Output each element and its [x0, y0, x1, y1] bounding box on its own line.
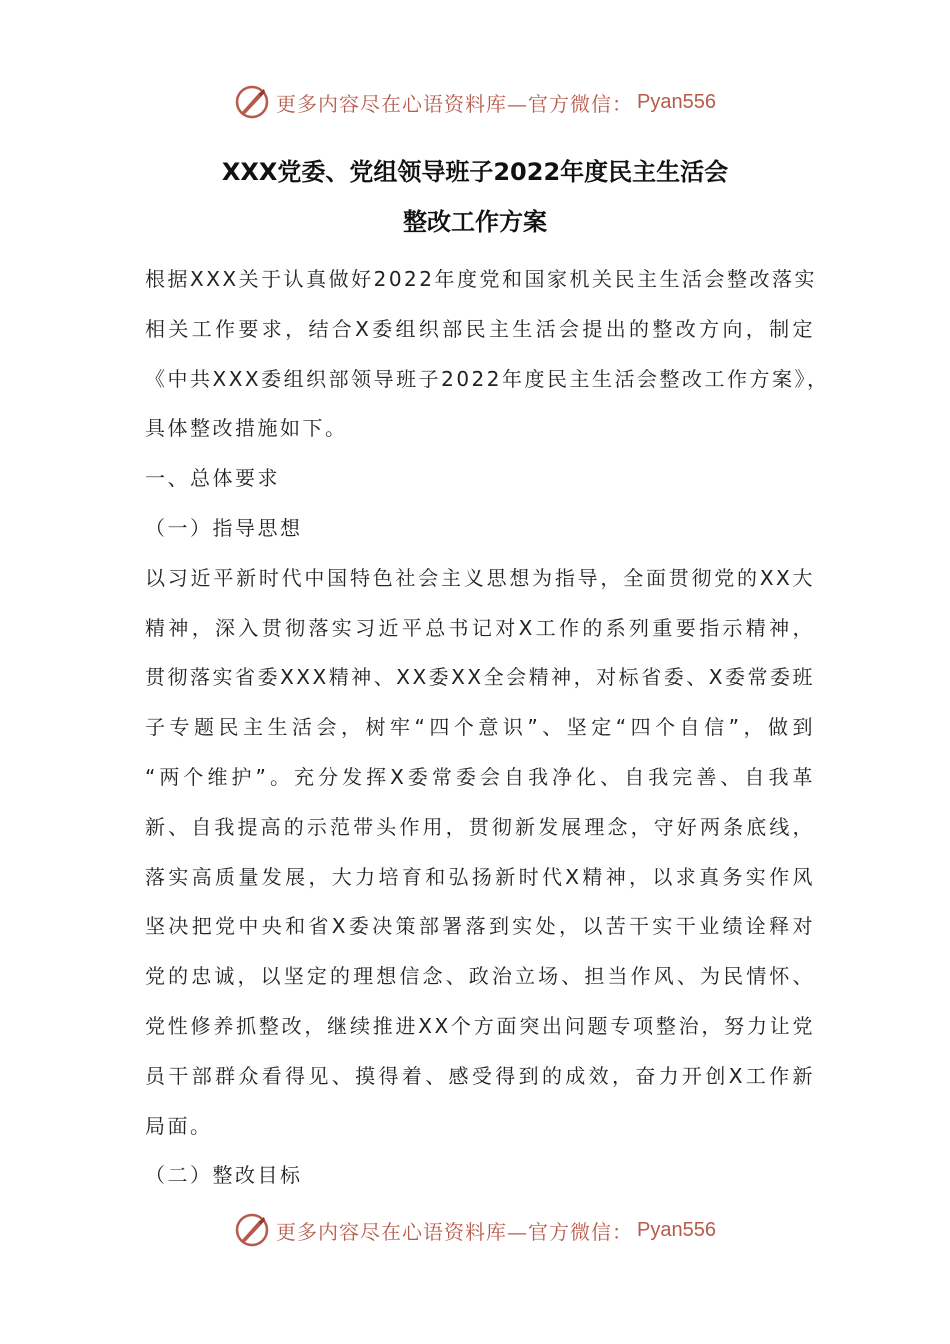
body-line: 落实高质量发展，大力培育和弘扬新时代X精神，以求真务实作风 [145, 864, 815, 889]
body-line: 根据XXX关于认真做好2022年度党和国家机关民主生活会整改落实 [145, 267, 818, 291]
header-banner [0, 80, 950, 124]
body-line: 局面。 [145, 1113, 213, 1138]
quill-logo-icon [234, 84, 270, 120]
document-title-line-2: 整改工作方案 [403, 208, 547, 236]
section-heading: 一、总体要求 [145, 466, 280, 491]
body-line: 相关工作要求，结合X委组织部民主生活会提出的整改方向，制定 [145, 316, 815, 341]
body-line: 新、自我提高的示范带头作用，贯彻新发展理念，守好两条底线， [145, 814, 815, 839]
banner-handle: Pyan556 [637, 90, 716, 113]
body-line: 贯彻落实省委XXX精神、XX委XX全会精神，对标省委、X委常委班 [145, 665, 815, 690]
body-line: 坚决把党中央和省X委决策部署落到实处，以苦干实干业绩诠释对 [145, 914, 815, 939]
banner-handle: Pyan556 [637, 1218, 716, 1241]
body-line: 《中共XXX委组织部领导班子2022年度民主生活会整改工作方案》， [145, 366, 830, 391]
quill-logo-icon [234, 1212, 270, 1248]
body-line: 精神，深入贯彻落实习近平总书记对X工作的系列重要指示精神， [145, 615, 815, 640]
banner-text: 更多内容尽在心语资料库—官方微信： [276, 91, 634, 116]
body-line: 党性修养抓整改，继续推进XX个方面突出问题专项整治，努力让党 [145, 1013, 815, 1038]
body-line: 党的忠诚，以坚定的理想信念、政治立场、担当作风、为民情怀、 [145, 964, 815, 989]
body-line: “两个维护”。充分发挥X委常委会自我净化、自我完善、自我革 [145, 764, 815, 789]
document-title-line-1: XXX党委、党组领导班子2022年度民主生活会 [221, 158, 729, 186]
document-body [145, 255, 830, 1201]
banner-text: 更多内容尽在心语资料库—官方微信： [276, 1219, 634, 1244]
footer-banner [0, 1208, 950, 1252]
subsection-heading: （二）整改目标 [145, 1163, 303, 1188]
subsection-heading: （一）指导思想 [145, 515, 303, 540]
body-line: 以习近平新时代中国特色社会主义思想为指导，全面贯彻党的XX大 [145, 565, 815, 590]
body-line: 子专题民主生活会，树牢“四个意识”、坚定“四个自信”，做到 [145, 715, 815, 740]
body-line: 员干部群众看得见、摸得着、感受得到的成效，奋力开创X工作新 [145, 1063, 815, 1088]
body-line: 具体整改措施如下。 [145, 416, 348, 441]
